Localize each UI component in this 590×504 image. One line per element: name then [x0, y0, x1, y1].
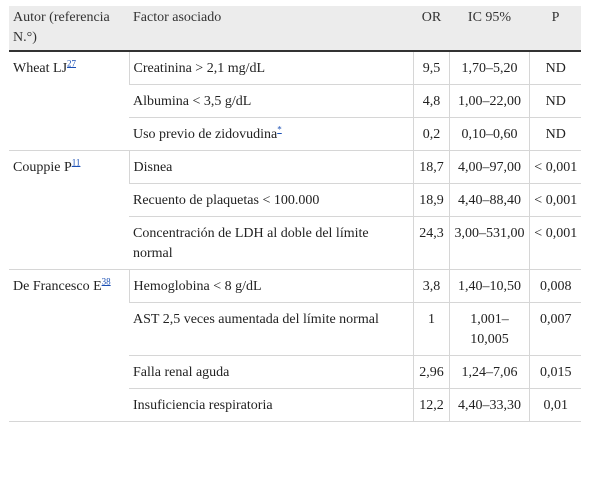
ci-cell: 1,40–10,50 — [449, 270, 529, 303]
p-cell: ND — [529, 118, 581, 151]
factor-cell: AST 2,5 veces aumentada del límite normal — [129, 303, 413, 356]
p-cell: 0,01 — [529, 389, 581, 422]
or-cell: 24,3 — [413, 217, 449, 270]
p-cell: ND — [529, 51, 581, 85]
table-header — [9, 6, 581, 51]
factor-cell — [129, 118, 413, 151]
ci-cell: 1,001–10,005 — [449, 303, 529, 356]
or-cell: 3,8 — [413, 270, 449, 303]
table-body — [9, 51, 581, 422]
ci-cell: 4,40–33,30 — [449, 389, 529, 422]
reference-link[interactable]: 38 — [101, 276, 111, 287]
footnote-link[interactable]: * — [277, 124, 282, 135]
or-cell: 18,7 — [413, 151, 449, 184]
factor-cell: Concentración de LDH al doble del límite normal — [129, 217, 413, 270]
ci-cell: 1,24–7,06 — [449, 356, 529, 389]
p-cell: ND — [529, 85, 581, 118]
ci-cell: 3,00–531,00 — [449, 217, 529, 270]
author-name: Couppie P — [13, 160, 72, 175]
p-cell: < 0,001 — [529, 184, 581, 217]
factor-cell: Disnea — [129, 151, 413, 184]
factor-cell: Insuficiencia respiratoria — [129, 389, 413, 422]
or-cell: 12,2 — [413, 389, 449, 422]
reference-link[interactable]: 11 — [71, 157, 81, 168]
p-cell: < 0,001 — [529, 151, 581, 184]
or-cell: 2,96 — [413, 356, 449, 389]
ci-cell: 0,10–0,60 — [449, 118, 529, 151]
factor-text: Uso previo de zidovudina — [133, 127, 278, 142]
factor-cell: Recuento de plaquetas < 100.000 — [129, 184, 413, 217]
or-cell: 1 — [413, 303, 449, 356]
table-row — [9, 51, 581, 85]
p-cell: 0,008 — [529, 270, 581, 303]
ci-cell: 4,00–97,00 — [449, 151, 529, 184]
reference-link[interactable]: 27 — [67, 58, 77, 69]
header-factor: Factor asociado — [129, 6, 413, 51]
ci-cell: 1,00–22,00 — [449, 85, 529, 118]
factor-cell: Falla renal aguda — [129, 356, 413, 389]
header-author: Autor (referencia N.°) — [9, 6, 129, 51]
p-cell: 0,007 — [529, 303, 581, 356]
header-row — [9, 6, 581, 51]
header-ci: IC 95% — [449, 6, 529, 51]
author-name: Wheat LJ — [13, 61, 68, 76]
factor-cell: Hemoglobina < 8 g/dL — [129, 270, 413, 303]
or-cell: 0,2 — [413, 118, 449, 151]
author-cell — [9, 151, 129, 270]
author-name: De Francesco E — [13, 279, 102, 294]
table-row — [9, 270, 581, 303]
factor-cell: Creatinina > 2,1 mg/dL — [129, 51, 413, 85]
or-cell: 18,9 — [413, 184, 449, 217]
or-cell: 4,8 — [413, 85, 449, 118]
or-cell: 9,5 — [413, 51, 449, 85]
risk-factors-table — [9, 6, 581, 422]
ci-cell: 4,40–88,40 — [449, 184, 529, 217]
factor-cell: Albumina < 3,5 g/dL — [129, 85, 413, 118]
author-cell — [9, 270, 129, 422]
ci-cell: 1,70–5,20 — [449, 51, 529, 85]
author-cell — [9, 51, 129, 151]
header-p: P — [529, 6, 581, 51]
table-row — [9, 151, 581, 184]
header-or: OR — [413, 6, 449, 51]
p-cell: 0,015 — [529, 356, 581, 389]
p-cell: < 0,001 — [529, 217, 581, 270]
